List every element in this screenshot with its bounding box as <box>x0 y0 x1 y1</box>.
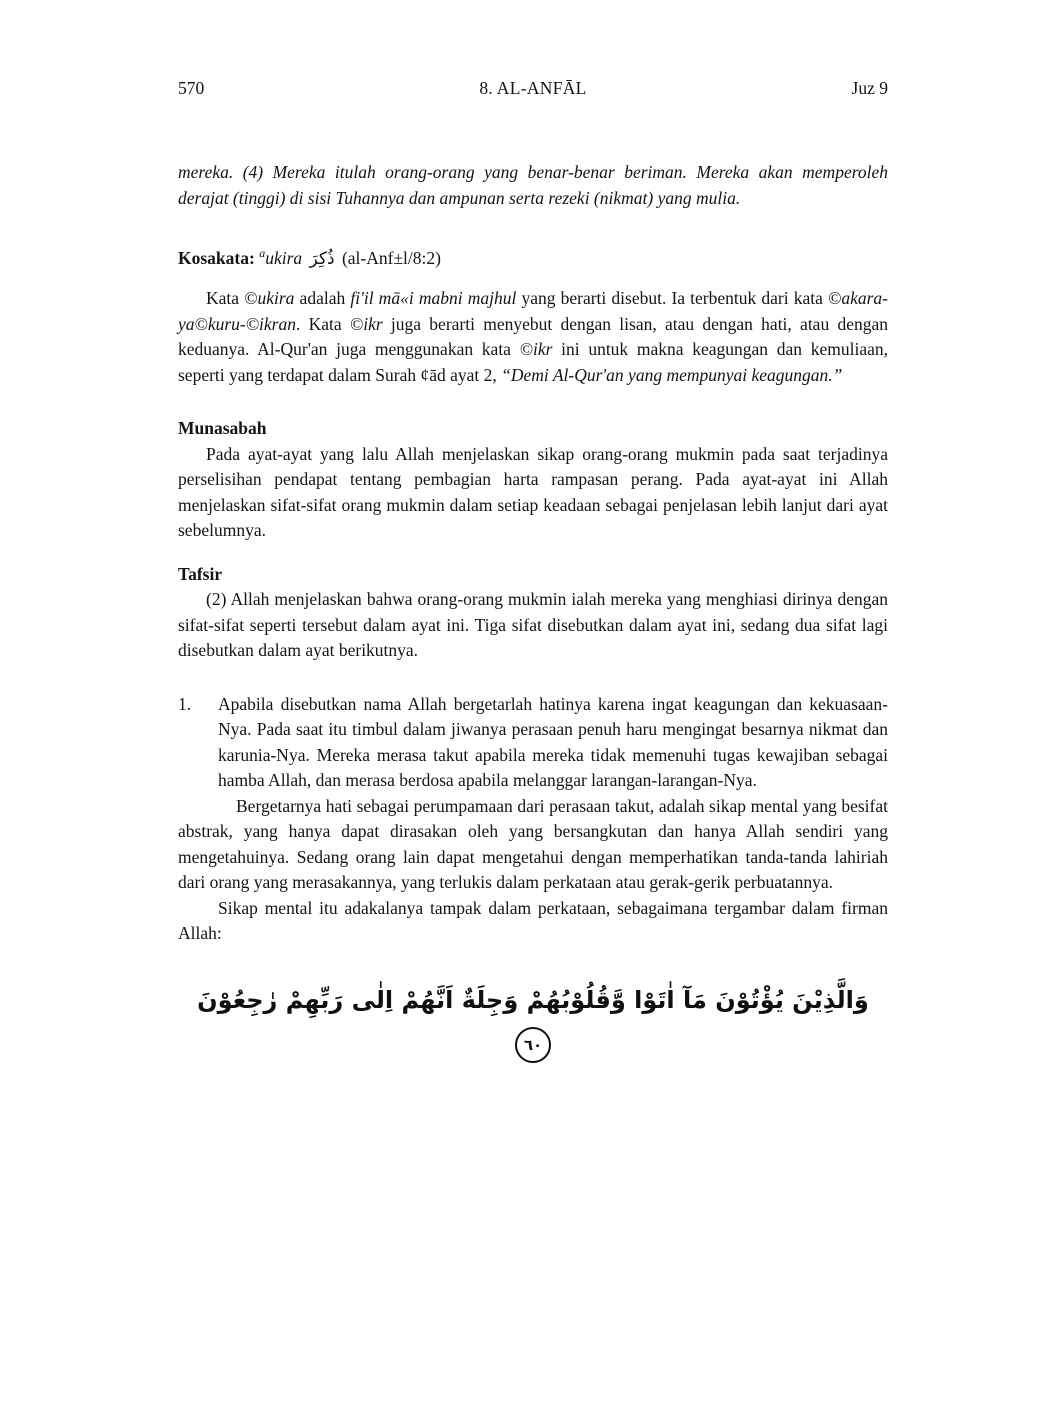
kosakata-segment: fi'il mā«i mabni majhul <box>350 288 517 309</box>
kosakata-segment: ©akara-ya©kuru-©ikran <box>178 288 888 334</box>
ayah-number-badge: ٦٠ <box>515 1027 551 1063</box>
kosakata-segment: ©ikr <box>349 313 383 334</box>
kosakata-reference: (al-Anf±l/8:2) <box>341 247 441 268</box>
kosakata-segment: yang berarti disebut. Ia terbentuk dari kata <box>516 288 829 309</box>
tafsir-body: (2) Allah menjelaskan bahwa orang-orang mukmin ialah mereka yang menghiasi dirinya dengan sifat-sifat seperti tersebut dalam ayat ini. Tiga sifat disebutkan dalam ayat ini, sedang dua sifat lagi disebutkan dalam ayat berikutnya. <box>178 589 888 661</box>
numbered-list-item <box>178 692 888 794</box>
section-heading-tafsir: Tafsir <box>178 563 223 584</box>
kosakata-segment: ©ikr <box>519 339 553 360</box>
kosakata-label: Kosakata: <box>178 247 255 268</box>
lead-paragraph: mereka. (4) Mereka itulah orang-orang yang benar-benar beriman. Mereka akan memperoleh derajat (tinggi) di sisi Tuhannya dan ampunan serta rezeki (nikmat) yang mulia. <box>178 162 888 208</box>
kosakata-segment: juga berarti menyebut dengan lisan, atau dengan hati, atau dengan keduanya. Al-Qur'an juga menggunakan kata <box>178 313 888 360</box>
kosakata-segment: ©ukira <box>244 288 295 309</box>
kosakata-arabic-term: ذُكِرَ <box>309 248 335 269</box>
verse-arabic-text: وَالَّذِيْنَ يُؤْتُوْنَ مَآ اٰتَوْا وَّقُلُوْبُهُمْ وَجِلَةٌ اَنَّهُمْ اِلٰى رَبِّهِمْ رٰجِعُوْنَ <box>197 985 869 1014</box>
kosakata-term: ukira <box>265 247 303 268</box>
kosakata-segment: . Kata <box>295 313 350 334</box>
list-item-number: 1. <box>178 693 192 714</box>
document-page <box>178 76 888 1069</box>
kosakata-superscript: a <box>259 246 266 260</box>
list-item-text: Apabila disebutkan nama Allah bergetarlah hatinya karena ingat keagungan dan kekuasaan-Nya. Pada saat itu timbul dalam jiwanya perasaan penuh haru mengingat besarnya nikmat dan karunia-Nya. Mereka merasa takut apabila mereka tidak memenuhi tugas kewajiban sebagai hamba Allah, dan merasa berdosa apabila melanggar larangan-larangan-Nya. <box>218 693 888 791</box>
quran-verse <box>178 977 888 1069</box>
paragraph-bergetarnya: Bergetarnya hati sebagai perumpamaan dari perasaan takut, adalah sikap mental yang besifat abstrak, yang hanya dapat dirasakan oleh yang bersangkutan dan hanya Allah sendiri yang mengetahuinya. Sedang orang lain dapat mengetahui dengan memperhatikan tanda-tanda lahiriah dari orang yang merasakannya, yang terlukis dalam perkataan atau gerak-gerik perbuatannya. <box>178 795 888 893</box>
munasabah-body: Pada ayat-ayat yang lalu Allah menjelaskan sikap orang-orang mukmin pada saat terjadinya perselisihan pendapat tentang pembagian harta rampasan perang. Pada ayat-ayat ini Allah menjelaskan sifat-sifat orang mukmin dalam setiap keadaan sebagai penjelasan lebih lanjut dari ayat sebelumnya. <box>178 443 888 541</box>
kosakata-segment: Kata <box>206 288 245 309</box>
kosakata-segment: ini untuk makna keagungan dan kemuliaan, seperti yang terdapat dalam Surah ¢ād ayat 2, <box>178 339 888 385</box>
juz-label: Juz 9 <box>851 78 888 98</box>
page-header <box>178 76 888 102</box>
page-title: 8. AL-ANFĀL <box>479 78 587 98</box>
kosakata-segment: “Demi Al-Qur'an yang mempunyai keagungan.” <box>501 364 843 385</box>
section-heading-munasabah: Munasabah <box>178 418 267 439</box>
kosakata-heading <box>178 241 888 272</box>
page-number: 570 <box>178 78 205 98</box>
paragraph-sikap-mental: Sikap mental itu adakalanya tampak dalam perkataan, sebagaimana tergambar dalam firman Allah: <box>178 897 888 944</box>
kosakata-body <box>178 286 888 388</box>
kosakata-segment: adalah <box>294 288 351 309</box>
